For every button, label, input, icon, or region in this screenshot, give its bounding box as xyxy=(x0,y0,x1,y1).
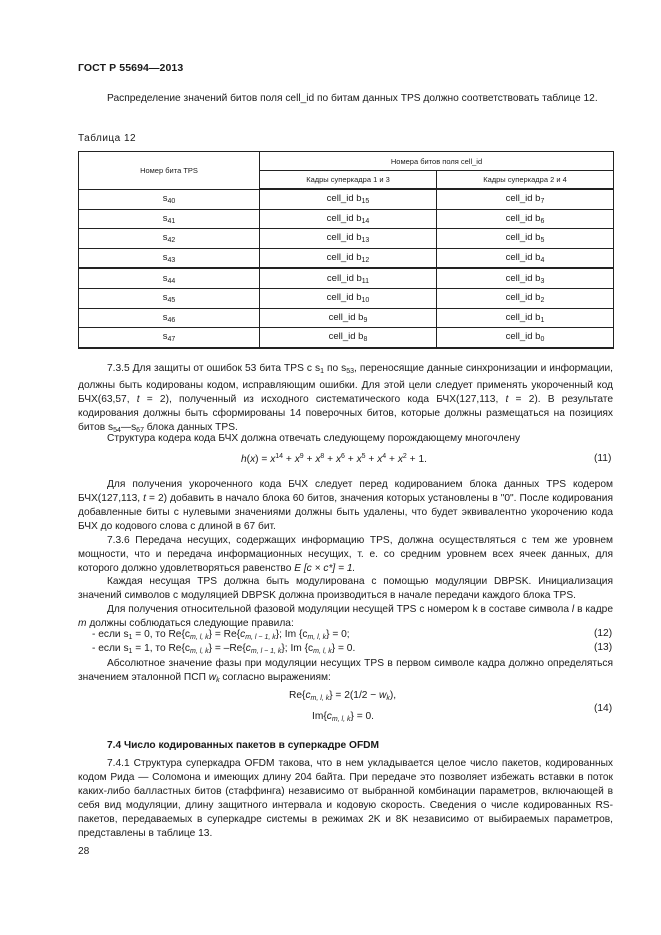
cell-id-bit-frames-1-3: cell_id $b_{12}$ xyxy=(260,248,437,268)
paragraph-dbpsk: Каждая несущая TPS должна быть модулирована с помощью модуляции DBPSK. Инициализация значений символов с модуляцией DBPSK должна производиться в начале передачи каждого блока TPS. xyxy=(78,576,613,601)
table-header-frames-1-3: Кадры суперкадра 1 и 3 xyxy=(260,171,437,190)
cell-id-bit-frames-2-4: cell_id $b_5$ xyxy=(437,229,614,249)
table-header-group: Номера битов поля cell_id xyxy=(260,152,614,171)
equation-14-re: $Re\{c_{m, l, k}\} = 2(1/2 - w_k)$, xyxy=(289,690,397,702)
table-row xyxy=(79,209,614,229)
table-row xyxy=(79,229,614,249)
table-row xyxy=(79,248,614,268)
cell-id-bit-frames-2-4: cell_id $b_1$ xyxy=(437,308,614,328)
tps-bit-cell: $s_{46}$ xyxy=(79,308,260,328)
table-row xyxy=(79,288,614,308)
equation-11: $h(x) = x^{14} + x^9 + x^8 + x^6 + x^5 + x^4 + x^2 + 1$. xyxy=(241,453,427,465)
tps-bit-cell: $s_{40}$ xyxy=(79,189,260,209)
paragraph-structure: Структура кодера кода БЧХ должна отвечать следующему порождающему многочлену xyxy=(107,433,521,444)
paragraph-7-3-5: 7.3.5 Для защиты от ошибок 53 бита TPS с $s_1$ по $s_{53}$, переносящие данные синхронизации и информации, должны быть кодированы кодом, исправляющим ошибки. Для этой цели следует применять укороченный код БЧХ(63,57, t = 2), полученный из исходного систематического кода БЧХ(127,113, t = 2). В результате кодирования должны быть сформированы 14 поверочных битов, которые должны размещаться на позициях битов $s_{54}—s_{67}$ блока данных TPS. xyxy=(78,363,614,434)
cell-id-bit-frames-2-4: cell_id $b_3$ xyxy=(437,268,614,288)
table-caption: Таблица 12 xyxy=(78,133,137,144)
cell-id-bit-frames-1-3: cell_id $b_{11}$ xyxy=(260,268,437,288)
equation-11-number: (11) xyxy=(594,453,612,464)
cell-id-bit-frames-2-4: cell_id $b_2$ xyxy=(437,288,614,308)
table-12 xyxy=(78,151,614,349)
section-7-4-heading: 7.4 Число кодированных пакетов в суперкадре OFDM xyxy=(107,740,380,751)
tps-bit-cell: $s_{45}$ xyxy=(79,288,260,308)
cell-id-bit-frames-1-3: cell_id $b_9$ xyxy=(260,308,437,328)
cell-id-bit-frames-2-4: cell_id $b_0$ xyxy=(437,328,614,348)
rule-1: - если $s_1 = 0$, то $Re\{c_{m, l, k}\} = Re\{c_{m, l - 1, k}\}$; Im $\{c_{m, l, k}\} = 0$; xyxy=(92,629,350,641)
table-row xyxy=(79,189,614,209)
tps-bit-cell: $s_{43}$ xyxy=(79,248,260,268)
table-row xyxy=(79,308,614,328)
paragraph-7-3-6: 7.3.6 Передача несущих, содержащих информацию TPS, должна осуществляться с тем же уровнем мощности, что и передача информационных несущих, т. е. со средним уровнем всех ячеек данных, для которого должно удовлетворяться равенство E [c × c*] = 1. xyxy=(78,535,613,574)
document-header: ГОСТ Р 55694—2013 xyxy=(78,62,184,74)
paragraph-7-4-1: 7.4.1 Структура суперкадра OFDM такова, что в нем укладывается целое число пакетов, кодированных кодом Рида — Соломона и имеющих длину 204 байта. При передаче это позволяет избежать вставки в поток каких-либо балластных битов (стаффинга) независимо от выбранной комбинации параметров, включающей в себя вид модуляции, длину защитного интервала и кодовую скорость. Сведения о числе кодированных RS-пакетов, передаваемых в суперкадре системы в режимах 2K и 8K независимо от выбираемых параметров, представлены в таблице 13. xyxy=(78,758,613,839)
cell-id-bit-frames-2-4: cell_id $b_7$ xyxy=(437,189,614,209)
cell-id-bit-frames-1-3: cell_id $b_8$ xyxy=(260,328,437,348)
cell-id-bit-frames-1-3: cell_id $b_{15}$ xyxy=(260,189,437,209)
equation-14-im: $Im\{c_{m, l, k}\} = 0$. xyxy=(312,711,375,723)
cell-id-bit-frames-1-3: cell_id $b_{10}$ xyxy=(260,288,437,308)
paragraph-shortened-code: Для получения укороченного кода БЧХ следует перед кодированием блока данных TPS кодером БЧХ(127,113, t = 2) добавить в начало блока 60 битов, значения которых установлены в "0". После кодирования добавленные биты с нулевыми значениями должны быть удалены, что будет эквивалентно укорочению кода БЧХ до кодового слова с длиной в 67 бит. xyxy=(78,479,614,532)
equation-13-number: (13) xyxy=(594,642,613,653)
paragraph-absolute-phase: Абсолютное значение фазы при модуляции несущих TPS в первом символе кадра должно определяться значением эталонной ПСП $w_k$ согласно выражениям: xyxy=(78,658,613,684)
table-row xyxy=(79,268,614,288)
table-header-tps-bit: Номер бита TPS xyxy=(79,152,260,190)
cell-id-bit-frames-1-3: cell_id $b_{13}$ xyxy=(260,229,437,249)
equation-14-number: (14) xyxy=(594,703,613,714)
table-header-frames-2-4: Кадры суперкадра 2 и 4 xyxy=(437,171,614,190)
cell-id-bit-frames-2-4: cell_id $b_6$ xyxy=(437,209,614,229)
rule-2: - если $s_1 = 1$, то $Re\{c_{m, l, k}\} = -Re\{c_{m, l - 1, k}\}$; Im $\{c_{m, l, k}\} = 0$. xyxy=(92,643,356,655)
cell-id-bit-frames-2-4: cell_id $b_4$ xyxy=(437,248,614,268)
equation-12-number: (12) xyxy=(594,628,613,639)
paragraph-relative-phase: Для получения относительной фазовой модуляции несущей TPS с номером k в составе символа l в кадре m должны соблюдаться следующие правила: xyxy=(78,604,613,629)
page-number: 28 xyxy=(78,846,90,857)
tps-bit-cell: $s_{44}$ xyxy=(79,268,260,288)
cell-id-bit-frames-1-3: cell_id $b_{14}$ xyxy=(260,209,437,229)
table-row xyxy=(79,328,614,348)
tps-bit-cell: $s_{47}$ xyxy=(79,328,260,348)
tps-bit-cell: $s_{42}$ xyxy=(79,229,260,249)
tps-bit-cell: $s_{41}$ xyxy=(79,209,260,229)
intro-paragraph: Распределение значений битов поля cell_id по битам данных TPS должно соответствовать таблице 12. xyxy=(107,93,598,104)
